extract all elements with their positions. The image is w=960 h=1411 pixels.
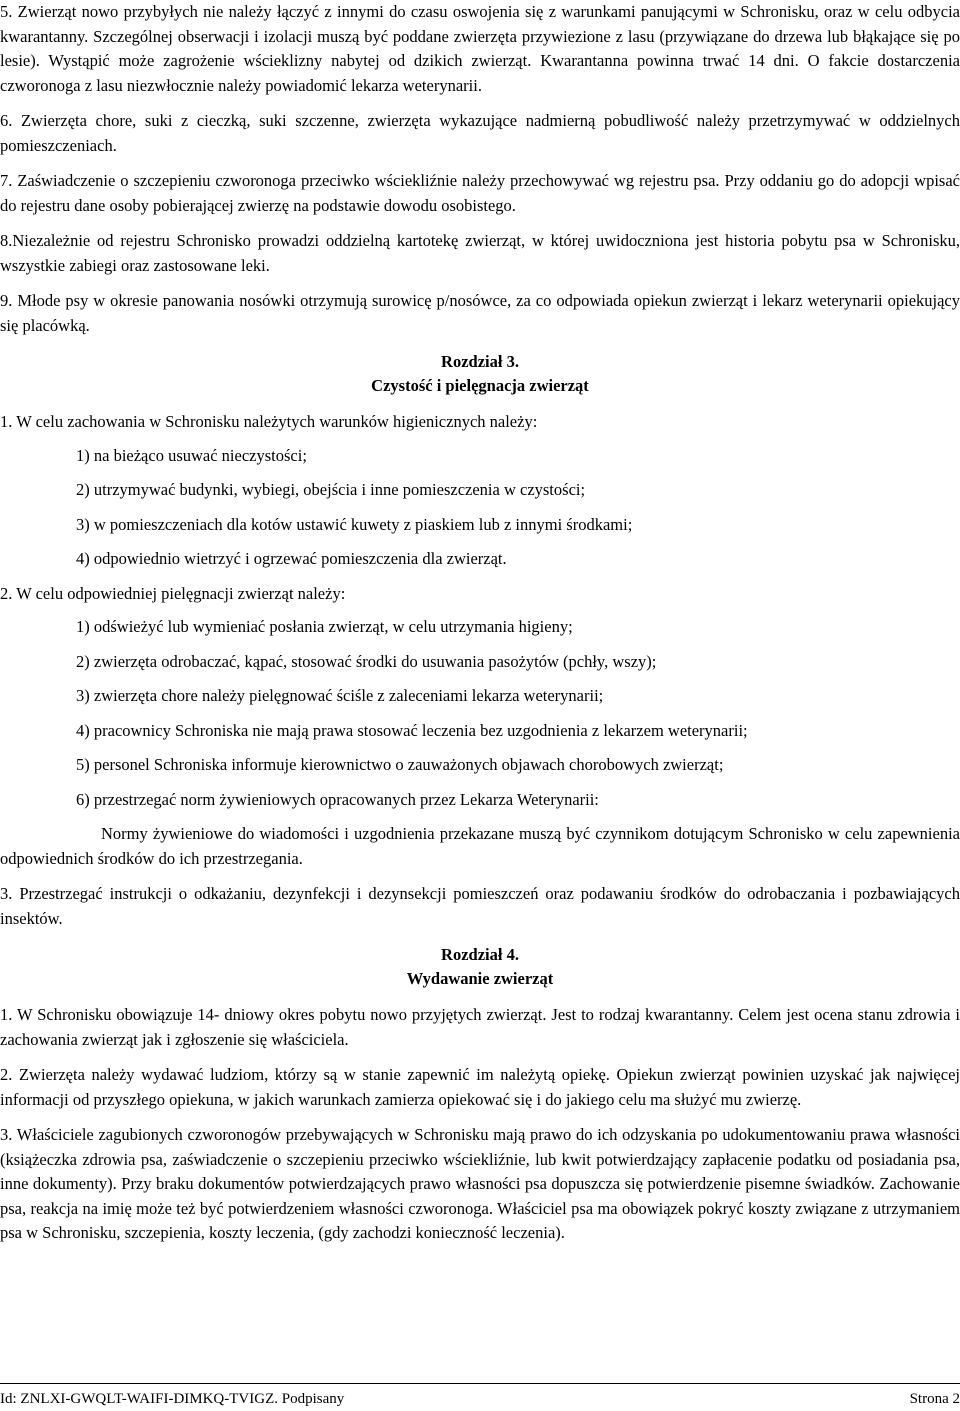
list-item: 2) utrzymywać budynki, wybiegi, obejścia i inne pomieszczenia w czystości; (76, 480, 586, 499)
paragraph-8: 8.Niezależnie od rejestru Schronisko prowadzi oddzielną kartotekę zwierząt, w której uwidoczniona jest historia pobytu psa w Schronisku, wszystkie zabiegi oraz zastosowane leki. (0, 231, 960, 275)
chapter-3-point-3: 3. Przestrzegać instrukcji o odkażaniu, dezynfekcji i dezynsekcji pomieszczeń oraz podawaniu środków do odrobaczania i pozbawiających insektów. (0, 884, 960, 928)
chapter-3-point-1: 1. W celu zachowania w Schronisku należytych warunków higienicznych należy: (0, 412, 538, 431)
chapter-4-point-2: 2. Zwierzęta należy wydawać ludziom, którzy są w stanie zapewnić im należytą opiekę. Opiekun zwierząt powinien uzyskać jak najwięcej informacji od przyszłego opiekuna, w jakich warunkach zamierza opiekować się i do jakiego celu ma służyć mu zwierzę. (0, 1065, 960, 1109)
chapter-3-heading (0, 350, 960, 398)
nutrition-norms-note: Normy żywieniowe do wiadomości i uzgodnienia przekazane muszą być czynnikom dotującym Schronisko w celu zapewnienia odpowiednich środków do ich przestrzegania. (0, 824, 960, 868)
chapter-4-subtitle: Wydawanie zwierząt (406, 969, 554, 988)
paragraph-6: 6. Zwierzęta chore, suki z cieczką, suki szczenne, zwierzęta wykazujące nadmierną pobudliwość należy przetrzymywać w oddzielnych pomieszczeniach. (0, 111, 960, 155)
chapter-4-point-3: 3. Właściciele zagubionych czworonogów przebywających w Schronisku mają prawo do ich odzyskania po udokumentowaniu prawa własności (książeczka zdrowia psa, zaświadczenie o szczepieniu przeciwko wściekliźnie, lub kwit potwierdzający zapłacenie podatku od posiadania psa, inne dokumenty). Przy braku dokumentów potwierdzających prawo własności psa dopuszcza się potwierdzenie pisemne świadków. Zachowanie psa, reakcja na imię może też być potwierdzeniem własności czworonoga. Właściciel psa ma obowiązek pokryć koszty związane z utrzymaniem psa w Schronisku, szczepienia, koszty leczenia, (gdy zachodzi konieczność leczenia). (0, 1125, 960, 1242)
chapter-4-title: Rozdział 4. (441, 945, 519, 964)
list-item: 6) przestrzegać norm żywieniowych opracowanych przez Lekarza Weterynarii: (76, 789, 599, 809)
list-item: 1) na bieżąco usuwać nieczystości; (76, 445, 307, 465)
list-item: 3) w pomieszczeniach dla kotów ustawić kuwety z piaskiem lub z innymi środkami; (76, 514, 633, 534)
list-item: 1) odświeżyć lub wymieniać posłania zwierząt, w celu utrzymania higieny; (76, 617, 573, 636)
paragraph-9: 9. Młode psy w okresie panowania nosówki otrzymują surowicę p/nosówce, za co odpowiada opiekun zwierząt i lekarz weterynarii opiekujący się placówką. (0, 291, 960, 335)
page-footer (0, 1389, 960, 1409)
list-item: 5) personel Schroniska informuje kierownictwo o zauważonych objawach chorobowych zwierząt; (76, 755, 724, 774)
list-item: 3) zwierzęta chore należy pielęgnować ściśle z zaleceniami lekarza weterynarii; (76, 686, 604, 705)
list-item: 4) pracownicy Schroniska nie mają prawa stosować leczenia bez uzgodnienia z lekarzem weterynarii; (76, 720, 748, 740)
chapter-4-heading (0, 943, 960, 991)
list-item: 2) zwierzęta odrobaczać, kąpać, stosować środki do usuwania pasożytów (pchły, wszy); (76, 651, 657, 671)
chapter-4-point-1: 1. W Schronisku obowiązuje 14- dniowy okres pobytu nowo przyjętych zwierząt. Jest to rodzaj kwarantanny. Celem jest ocena stanu zdrowia i zachowania zwierząt jak i zgłoszenie się właściciela. (0, 1005, 960, 1049)
chapter-3-point-2: 2. W celu odpowiedniej pielęgnacji zwierząt należy: (0, 583, 346, 603)
document-id: Id: ZNLXI-GWQLT-WAIFI-DIMKQ-TVIGZ. Podpisany (0, 1391, 345, 1407)
chapter-3-title: Rozdział 3. (441, 352, 519, 371)
footer-divider (0, 1383, 960, 1384)
paragraph-5: 5. Zwierząt nowo przybyłych nie należy łączyć z innymi do czasu oswojenia się z warunkami panującymi w Schronisku, oraz w celu odbycia kwarantanny. Szczególnej obserwacji i izolacji muszą być poddane zwierzęta przywiezione z lasu (przywiązane do drzewa lub błąkające się po lesie). Wystąpić może zagrożenie wścieklizny nabytej od dzikich zwierząt. Kwarantanna powinna trwać 14 dni. O fakcie dostarczenia czworonoga z lasu niezwłocznie należy powiadomić lekarza weterynarii. (0, 2, 960, 95)
chapter-3-subtitle: Czystość i pielęgnacja zwierząt (371, 376, 589, 395)
list-item: 4) odpowiednio wietrzyć i ogrzewać pomieszczenia dla zwierząt. (76, 549, 507, 568)
paragraph-7: 7. Zaświadczenie o szczepieniu czworonoga przeciwko wściekliźnie należy przechowywać wg rejestru psa. Przy oddaniu go do adopcji wpisać do rejestru dane osoby pobierającej zwierzę na podstawie dowodu osobistego. (0, 171, 960, 215)
page-number: Strona 2 (909, 1391, 960, 1407)
